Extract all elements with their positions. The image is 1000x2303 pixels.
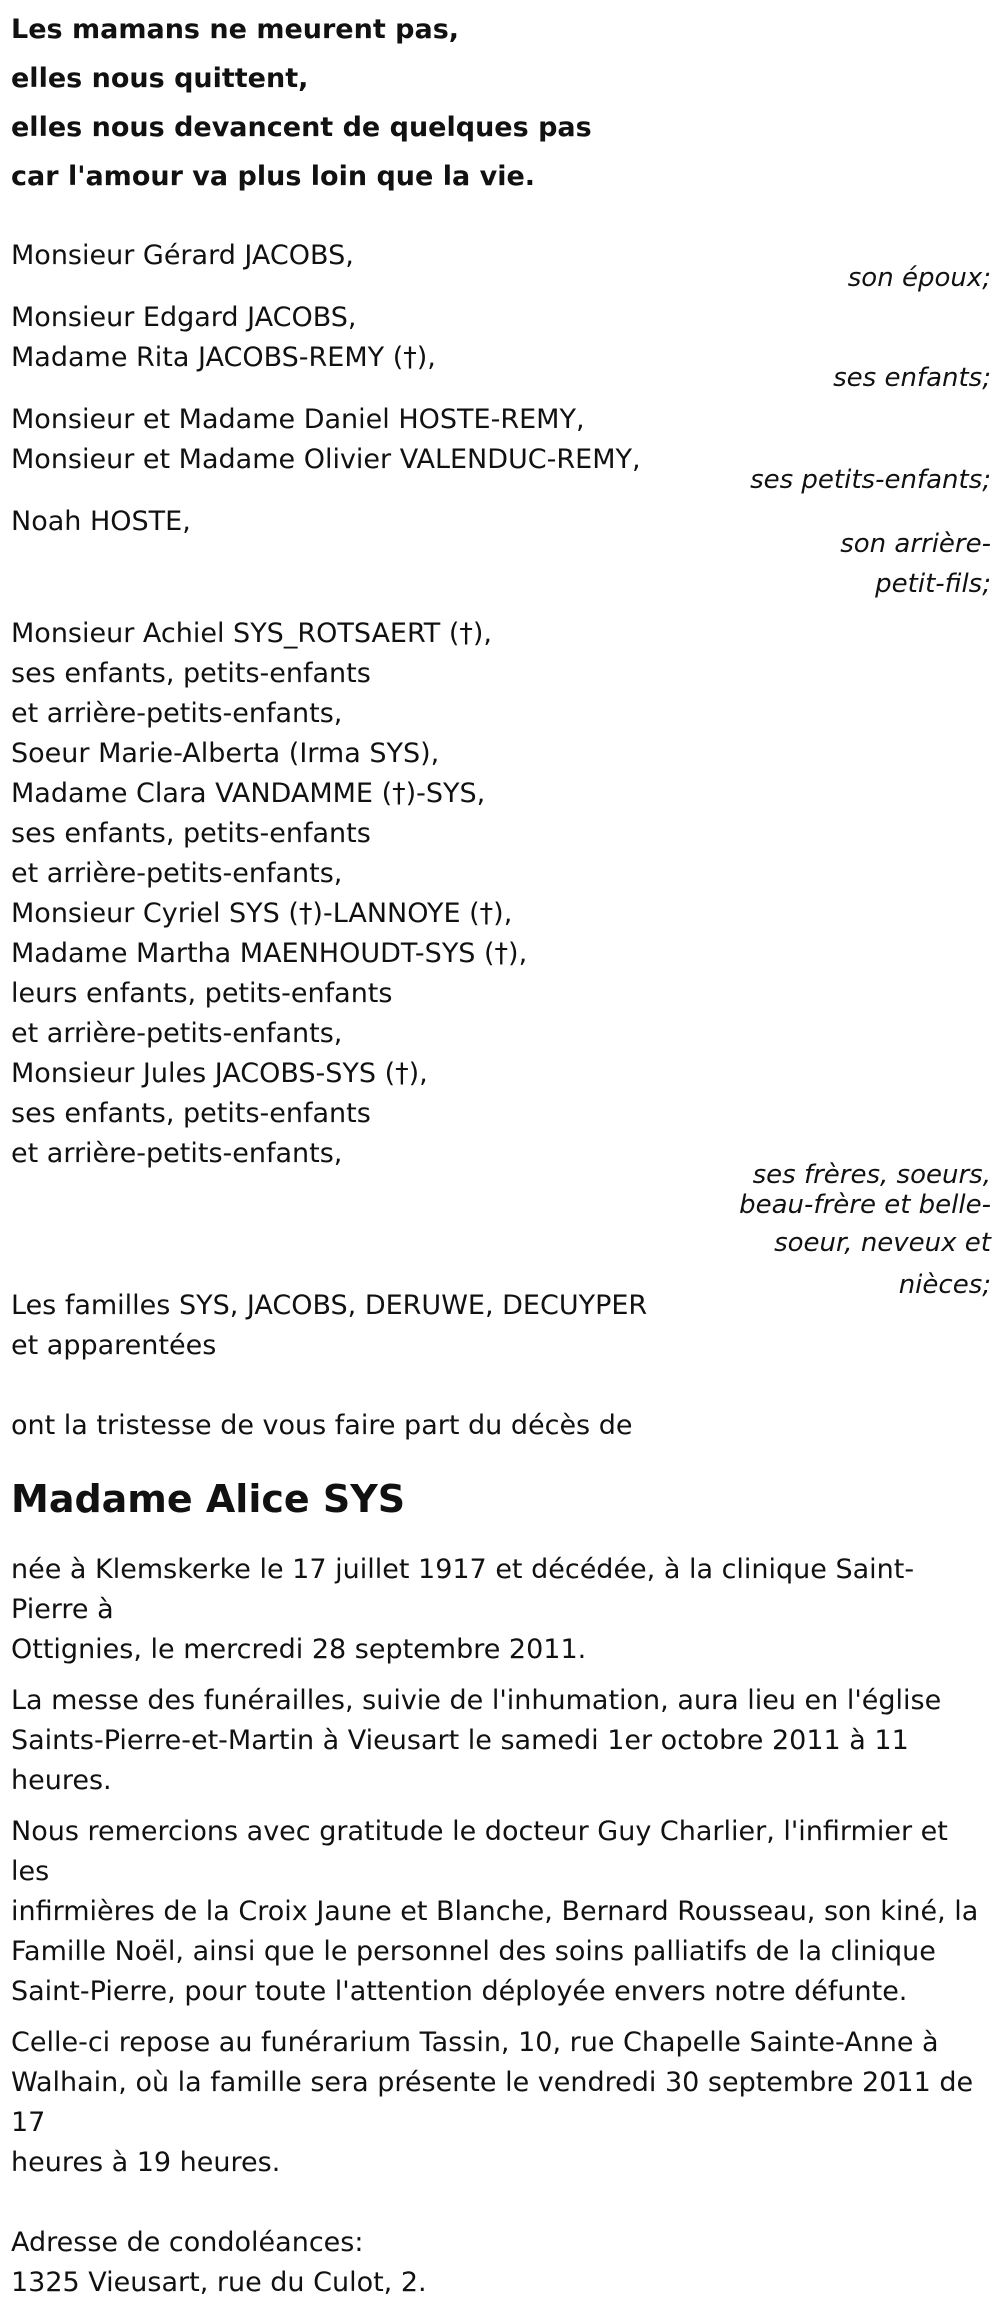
family-name-line: Monsieur Edgard JACOBS, [11,302,357,333]
paragraph-line: Ottignies, le mercredi 28 septembre 2011. [11,1634,587,1665]
family-name-line: Madame Clara VANDAMME (†)-SYS, [11,778,486,809]
paragraph-line: Famille Noël, ainsi que le personnel des soins palliatifs de la clinique [11,1936,936,1967]
relation-label-line: nièces; [898,1270,991,1300]
family-name-line: Madame Rita JACOBS-REMY (†), [11,342,436,373]
family-group-siblings [11,614,991,1300]
paragraph-repose [11,2023,991,2183]
paragraph-funeral-mass [11,1681,991,1801]
family-name-line: Monsieur Cyriel SYS (†)-LANNOYE (†), [11,898,513,929]
family-name-line: et arrière-petits-enfants, [11,1138,343,1169]
relation-label-line: soeur, neveux et [774,1228,991,1258]
relation-label-line: son époux; [847,263,991,293]
family-group-spouse [11,236,991,298]
family-name-line: Les familles SYS, JACOBS, DERUWE, DECUYPER [11,1290,648,1321]
relation-label-line: beau-frère et belle- [739,1190,991,1220]
paragraph-line: Saint-Pierre, pour toute l'attention déployée envers notre défunte. [11,1976,908,2007]
paragraph-line: Nous remercions avec gratitude le docteur Guy Charlier, l'infirmier et les [11,1816,948,1887]
family-name-line: Monsieur Achiel SYS_ROTSAERT (†), [11,618,493,649]
relation-label-line: ses petits-enfants; [750,465,991,495]
relation-label-line: ses frères, soeurs, [752,1160,991,1190]
relation-label-line: son arrière- [840,529,991,559]
details-paragraphs [11,1550,991,2183]
family-group-children [11,298,991,400]
relation-label [840,524,991,604]
poem [11,0,991,201]
family-name-line: Monsieur et Madame Daniel HOSTE-REMY, [11,404,585,435]
family-name-line: Soeur Marie-Alberta (Irma SYS), [11,738,440,769]
family-name-line: Monsieur et Madame Olivier VALENDUC-REMY, [11,444,641,475]
paragraph-line: Walhain, où la famille sera présente le vendredi 30 septembre 2011 de 17 [11,2067,974,2138]
relation-label [833,358,991,398]
poem-line: Les mamans ne meurent pas, [11,14,460,45]
paragraph-line: Saints-Pierre-et-Martin à Vieusart le samedi 1er octobre 2011 à 11 heures. [11,1725,909,1796]
family-name-line: Madame Martha MAENHOUDT-SYS (†), [11,938,528,969]
family-group-grandchildren [11,400,991,502]
relation-label [848,258,991,298]
paragraph-line: heures à 19 heures. [11,2147,281,2178]
paragraph-birth-death [11,1550,991,1670]
condolences-label: Adresse de condoléances: [11,2227,364,2258]
relation-label [739,1161,991,1305]
poem-line: elles nous devancent de quelques pas [11,112,592,143]
relation-label-line: petit-fils; [875,569,991,599]
family-name-line: Noah HOSTE, [11,506,191,537]
family-name-line: Monsieur Gérard JACOBS, [11,240,354,271]
family-name-line: et arrière-petits-enfants, [11,1018,343,1049]
condolences-address-line: 1325 Vieusart, rue du Culot, 2. [11,2267,427,2298]
siblings-names [11,614,527,1174]
family-name-line: ses enfants, petits-enfants [11,658,371,689]
paragraph-line: infirmières de la Croix Jaune et Blanche, Bernard Rousseau, son kiné, la [11,1896,979,1927]
family-group-great-grandson [11,502,991,614]
family-name-line: leurs enfants, petits-enfants [11,978,393,1009]
family-name-line: ses enfants, petits-enfants [11,818,371,849]
poem-line: car l'amour va plus loin que la vie. [11,161,536,192]
obituary-page [11,0,991,2303]
paragraph-line: La messe des funérailles, suivie de l'inhumation, aura lieu en l'église [11,1685,942,1716]
relation-label [750,460,991,500]
deceased-name: Madame Alice SYS [11,1477,406,1521]
family-name-line: et arrière-petits-enfants, [11,698,343,729]
family-name-line: et arrière-petits-enfants, [11,858,343,889]
paragraph-line: née à Klemskerke le 17 juillet 1917 et décédée, à la clinique Saint-Pierre à [11,1554,915,1625]
family-name-line: et apparentées [11,1330,217,1361]
family-name-line: Monsieur Jules JACOBS-SYS (†), [11,1058,428,1089]
paragraph-line: Celle-ci repose au funérarium Tassin, 10, rue Chapelle Sainte-Anne à [11,2027,939,2058]
paragraph-thanks [11,1812,991,2012]
family-name-line: ses enfants, petits-enfants [11,1098,371,1129]
announcement-text: ont la tristesse de vous faire part du décès de [11,1410,633,1441]
relation-label-line: ses enfants; [833,363,991,393]
poem-line: elles nous quittent, [11,63,309,94]
condolences-address [11,2223,991,2303]
